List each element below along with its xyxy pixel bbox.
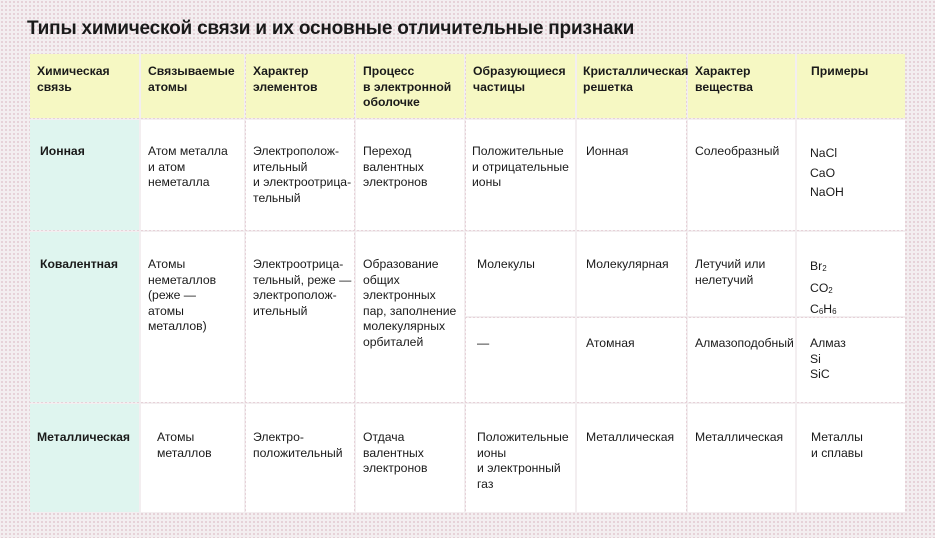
header-text: связь — [37, 79, 72, 94]
cell-text: и атом — [148, 159, 186, 174]
covalent-b-examples — [797, 318, 905, 402]
cell-text: молекулярных — [363, 319, 446, 333]
row-head-metallic — [30, 404, 139, 512]
example-formula: Алмаз — [810, 336, 846, 350]
cell-text: газ — [477, 476, 494, 491]
example-formula: CaO — [810, 165, 836, 180]
header-elements — [246, 54, 354, 118]
covalent-a-examples — [797, 232, 905, 316]
cell-text: тельный, реже — — [253, 272, 352, 287]
metallic-lattice — [577, 404, 686, 512]
cell-text: металлов) — [148, 319, 207, 333]
cell-text: ионы — [472, 175, 502, 189]
example-formula: Si — [810, 351, 821, 366]
cell-text: Положительные — [472, 144, 564, 158]
ionic-particles — [466, 120, 575, 230]
ionic-elements — [246, 120, 354, 230]
cell-text: неметаллов — [148, 272, 217, 287]
header-text: Характер — [695, 64, 751, 78]
metallic-process — [356, 404, 464, 512]
header-text: Химическая — [37, 64, 110, 78]
metallic-substance — [688, 404, 795, 512]
cell-text: орбиталей — [363, 334, 424, 349]
header-text: Связываемые — [148, 64, 235, 78]
covalent-a-substance — [688, 232, 795, 316]
cell-text: положительный — [253, 445, 343, 460]
header-text: Примеры — [811, 64, 869, 78]
cell-text: электронов — [363, 461, 428, 475]
header-text: Кристаллическая — [583, 64, 689, 78]
covalent-a-lattice — [577, 232, 686, 316]
ionic-atoms — [141, 120, 244, 230]
header-process — [356, 54, 464, 118]
example-formula: NaCl — [810, 146, 838, 160]
header-text: Характер — [253, 64, 309, 78]
header-text: частицы — [473, 79, 525, 94]
covalent-a-particles — [466, 232, 575, 316]
header-text: оболочке — [363, 95, 420, 109]
row-label: Ионная — [40, 144, 85, 158]
cell-text: Солеобразный — [695, 144, 780, 158]
cell-text: общих — [363, 272, 400, 287]
cell-text: и электроотрица- — [253, 175, 352, 189]
cell-text: атомы — [148, 303, 184, 318]
cell-text: Молекулярная — [586, 257, 669, 271]
cell-text: (реже — — [148, 288, 196, 302]
cell-text: Атом металла — [148, 144, 228, 158]
header-substance — [688, 54, 795, 118]
row-label: Металлическая — [37, 430, 130, 444]
cell-text: Электроотрица- — [253, 257, 344, 271]
cell-text: и сплавы — [811, 445, 864, 460]
metallic-examples — [797, 404, 905, 512]
cell-text: Отдача — [363, 430, 405, 444]
cell-text: ионы — [477, 445, 507, 460]
ionic-process — [356, 120, 464, 230]
cell-text: Образование — [363, 257, 439, 271]
covalent-b-substance — [688, 318, 795, 402]
row-head-covalent — [30, 232, 139, 402]
formula-co2: CO2 — [810, 280, 833, 295]
cell-text: Летучий или — [695, 257, 766, 271]
cell-text: электрополож- — [253, 288, 337, 302]
cell-text: Ионная — [586, 144, 629, 158]
header-lattice — [577, 54, 689, 118]
cell-text: Атомная — [586, 336, 635, 350]
cell-text: Металлическая — [695, 430, 784, 444]
cell-text: Металлическая — [586, 430, 675, 444]
cell-text: Алмазоподобный — [695, 336, 794, 350]
covalent-process — [356, 232, 464, 402]
cell-text: Атомы — [148, 257, 186, 271]
cell-text: Электрополож- — [253, 144, 340, 158]
metallic-particles — [466, 404, 575, 512]
cell-text: пар, заполнение — [363, 303, 457, 318]
covalent-b-lattice — [577, 318, 686, 402]
cell-text: электронных — [363, 288, 436, 302]
row-head-ionic — [30, 120, 139, 230]
cell-text: ительный — [253, 159, 308, 174]
cell-text: валентных — [363, 445, 424, 460]
header-bond — [30, 54, 139, 118]
cell-text: Электро- — [253, 430, 304, 444]
formula-c6h6: C6H6 — [810, 302, 837, 316]
cell-text: — — [477, 336, 490, 350]
bond-types-table — [30, 54, 905, 512]
cell-text: Положительные — [477, 430, 569, 444]
cell-text: нелетучий — [695, 272, 754, 287]
cell-text: Металлы — [811, 430, 863, 444]
cell-text: Переход — [363, 144, 412, 158]
ionic-substance — [688, 120, 795, 230]
cell-text: металлов — [157, 445, 212, 460]
covalent-atoms — [141, 232, 244, 402]
cell-text: неметалла — [148, 175, 210, 189]
metallic-atoms — [141, 404, 244, 512]
header-text: решетка — [583, 79, 633, 94]
covalent-elements — [246, 232, 354, 402]
metallic-elements — [246, 404, 354, 512]
example-formula: SiC — [810, 367, 830, 381]
cell-text: и электронный — [477, 461, 561, 475]
page-title: Типы химической связи и их основные отличительные признаки — [27, 18, 635, 39]
ionic-examples — [797, 120, 905, 230]
example-formula: NaOH — [810, 185, 844, 199]
cell-text: ительный — [253, 303, 308, 318]
cell-text: Атомы — [157, 430, 195, 444]
cell-text: и отрицательные — [472, 159, 569, 174]
header-text: в электронной — [363, 79, 452, 94]
header-text: вещества — [695, 79, 753, 94]
covalent-b-particles — [466, 318, 575, 402]
ionic-lattice — [577, 120, 686, 230]
header-atoms — [141, 54, 244, 118]
header-text: Процесс — [363, 64, 415, 78]
example-formula — [810, 257, 899, 279]
cell-text: Молекулы — [477, 257, 535, 271]
example-formula — [810, 279, 899, 301]
header-particles — [466, 54, 575, 118]
header-text: атомы — [148, 79, 188, 94]
formula-br2: Br2 — [810, 259, 827, 273]
cell-text: тельный — [253, 190, 301, 205]
cell-text: валентных — [363, 159, 424, 174]
header-examples — [797, 54, 905, 118]
row-label: Ковалентная — [40, 257, 118, 271]
cell-text: электронов — [363, 175, 428, 189]
header-text: Образующиеся — [473, 64, 566, 78]
header-text: элементов — [253, 79, 318, 94]
